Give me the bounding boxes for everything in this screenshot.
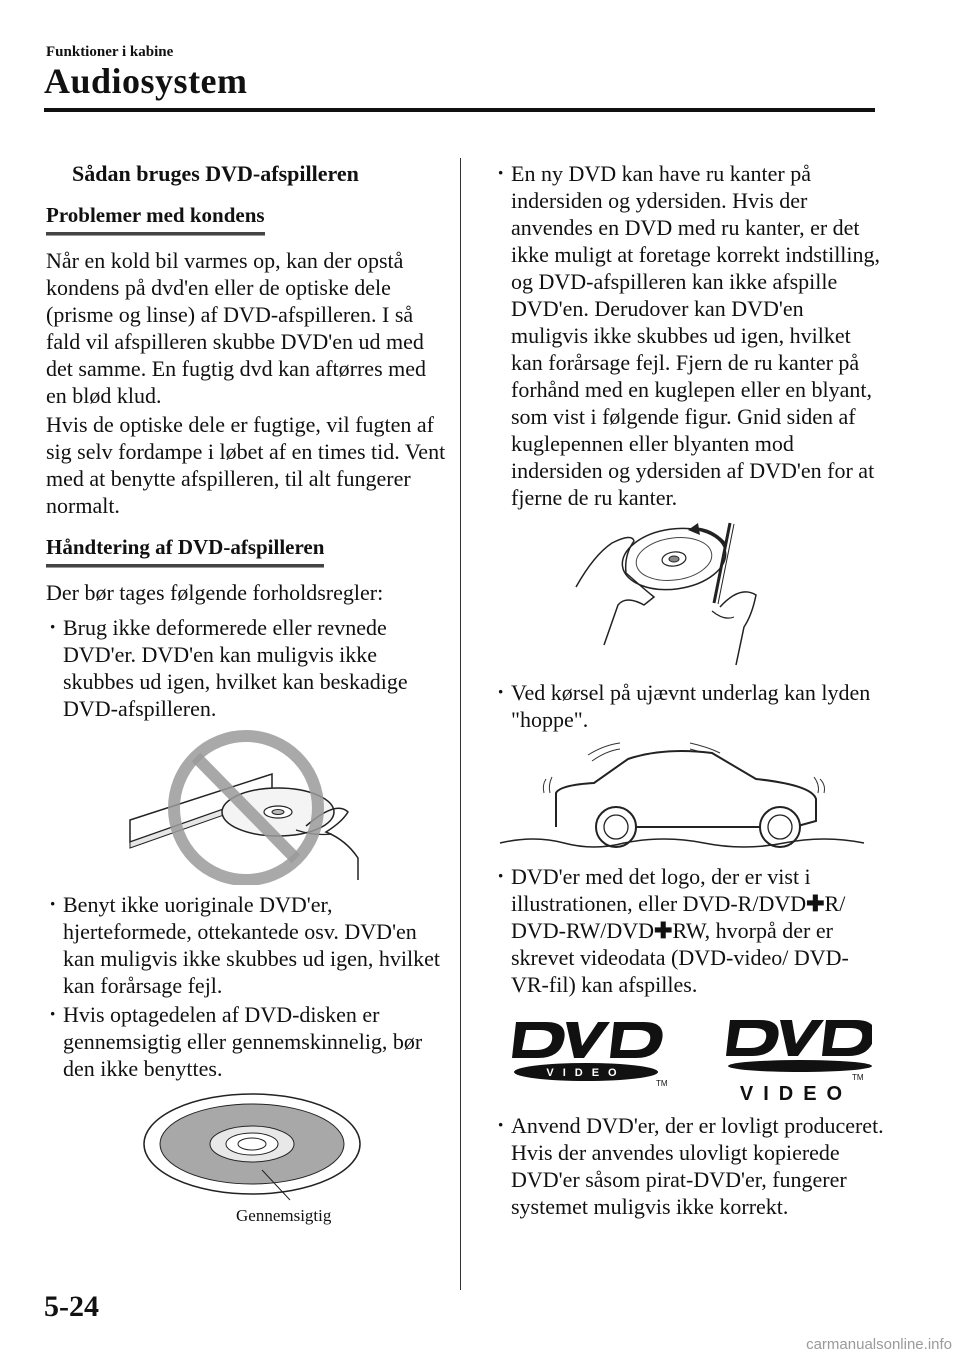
transparent-caption: Gennemsigtig	[236, 1206, 332, 1225]
figure-dvd-video-logos	[494, 1010, 884, 1106]
right-column	[494, 160, 884, 1222]
page-title: Audiosystem	[44, 61, 248, 101]
header-section: Funktioner i kabine	[46, 44, 174, 60]
figure-transparent-disc	[46, 1088, 446, 1228]
dvd-video-logo-plain	[722, 1010, 872, 1106]
column-divider	[460, 158, 461, 1290]
tm-text-1: TM	[656, 1079, 668, 1088]
handling-bullet-2: · Benyt ikke uoriginale DVD'er, hjerteformede, ottekantede osv. DVD'en kan muligvis ikke skubbes ud igen, hvilket kan forårsage fejl.	[46, 891, 446, 999]
bullet3-text-part2: R/ DVD-RW/DVD	[511, 891, 846, 943]
handling-intro: Der bør tages følgende forholdsregler:	[46, 580, 384, 605]
left-column	[46, 160, 446, 1228]
figure-remove-rough-edges	[494, 515, 884, 675]
condensation-para-1: Når en kold bil varmes op, kan der opstå kondens på dvd'en eller de optiske dele (prisme og linse) af DVD-afspilleren. I så fald vil afspilleren skubbe DVD'en ud med det samme. En fugtig dvd kan aftørres med en blød klud.	[46, 248, 427, 408]
dvd-logo-mark-2	[726, 1020, 872, 1072]
right-bullet-2: · Ved kørsel på ujævnt underlag kan lyden "hoppe".	[494, 679, 884, 733]
handling-bullet-3: · Hvis optagedelen af DVD-disken er gennemsigtig eller gennemskinnelig, bør den ikke benyttes.	[46, 1001, 446, 1082]
video-text-2: VIDEO	[739, 1083, 853, 1105]
header-rule	[44, 108, 875, 112]
tm-text-2: TM	[852, 1073, 864, 1082]
video-text-1: VIDEO	[546, 1067, 626, 1079]
plus-icon: ✚	[654, 918, 673, 943]
remove-rough-edges-illustration	[494, 515, 884, 675]
page-number: 5-24	[44, 1290, 99, 1323]
plus-icon: ✚	[806, 891, 825, 916]
condensation-para-2: Hvis de optiske dele er fugtige, vil fugten af sig selv fordampe i løbet af en times tid. Vent med at benytte afspilleren, til alt fungerer normalt.	[46, 412, 446, 518]
figure-no-deformed-disc	[46, 730, 446, 885]
section-title: Sådan bruges DVD-afspilleren	[72, 161, 359, 186]
handling-heading: Håndtering af DVD-afspilleren	[46, 534, 324, 567]
no-deformed-disc-illustration	[46, 730, 446, 885]
handling-bullet-1: · Brug ikke deformerede eller revnede DVD'er. DVD'en kan muligvis ikke skubbes ud igen, hvilket kan beskadige DVD-afspilleren.	[46, 614, 446, 722]
dvd-video-logo-oval	[510, 1014, 670, 1088]
bullet3-text-part1: DVD'er med det logo, der er vist i illustrationen, eller DVD-R/DVD	[511, 864, 811, 916]
watermark: carmanualsonline.info	[806, 1336, 952, 1353]
right-bullet-4: · Anvend DVD'er, der er lovligt produceret. Hvis der anvendes ulovligt kopierede DVD'er såsom pirat-DVD'er, fungerer systemet muligvis ikke korrekt.	[494, 1112, 884, 1220]
bullet3-text-part3: RW, hvorpå der er skrevet videodata (DVD-video/ DVD-VR-fil) kan afspilles.	[511, 918, 849, 997]
right-bullet-1: · En ny DVD kan have ru kanter på indersiden og ydersiden. Hvis der anvendes en DVD med ru kanter, er det ikke muligt at foretage korrekt indstilling, og DVD-afspilleren kan ikke afspille DVD'en. Derudover kan DVD'en muligvis ikke skubbes ud igen, hvilket kan forårsage fejl. Fjern de ru kanter på forhånd med en kuglepen eller en blyant, som vist i følgende figur. Gnid siden af kuglepennen eller blyanten mod indersiden og ydersiden af DVD'en for at fjerne de ru kanter.	[494, 160, 884, 511]
condensation-heading: Problemer med kondens	[46, 202, 265, 235]
right-bullet-3	[494, 863, 884, 998]
figure-car-bumpy-road	[494, 739, 884, 857]
car-bumpy-road-illustration	[494, 739, 884, 857]
